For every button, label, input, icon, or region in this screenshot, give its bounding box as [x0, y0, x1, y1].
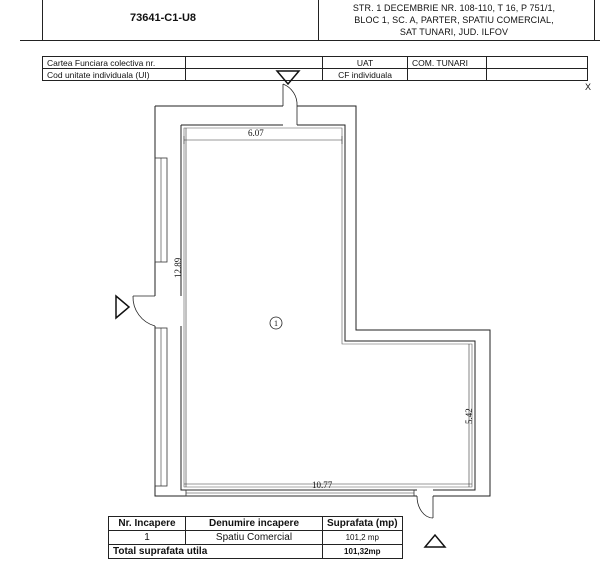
bottom-window	[186, 490, 414, 496]
address-line: BLOC 1, SC. A, PARTER, SPATIU COMERCIAL,	[354, 15, 554, 25]
room-area-cell: 101,2 mp	[323, 531, 403, 545]
entrance-arrow-left-icon	[116, 296, 129, 318]
dimension-right-height: 5.42	[464, 408, 474, 424]
cod-ui-label: Cod unitate individuala (UI)	[43, 69, 186, 81]
room-lining	[184, 128, 472, 487]
dimension-bottom-width: 10.77	[312, 480, 333, 490]
address-line: STR. 1 DECEMBRIE NR. 108-110, T 16, P 751/1,	[352, 3, 556, 13]
entrance-arrow-top-icon	[277, 71, 299, 84]
left-door	[133, 296, 155, 326]
column-header: Nr. Incapere	[109, 517, 186, 531]
cf-individuala-label: CF individuala	[323, 69, 408, 81]
inner-wall	[181, 125, 475, 490]
bottom-door	[417, 496, 433, 518]
cadastral-code: 73641-C1-U8	[130, 12, 197, 24]
carte-funciara-label: Cartea Funciara colectiva nr.	[43, 57, 186, 69]
room-name-cell: Spatiu Comercial	[186, 531, 323, 545]
address-line: SAT TUNARI, JUD. ILFOV	[399, 27, 509, 37]
table-header-row	[109, 517, 403, 531]
uat-value: COM. TUNARI	[408, 57, 487, 69]
dimension-top-width: 6.07	[248, 128, 264, 138]
room-nr-cell: 1	[109, 531, 186, 545]
column-header: Suprafata (mp)	[323, 517, 403, 531]
table-row	[109, 531, 403, 545]
left-window-lower	[155, 328, 167, 486]
top-door	[283, 84, 297, 125]
left-window-upper	[155, 158, 167, 262]
area-table	[108, 516, 403, 559]
uat-label: UAT	[323, 57, 408, 69]
total-value: 101,32mp	[323, 545, 403, 559]
room-number: 1	[274, 319, 278, 328]
total-label: Total suprafata utila	[109, 545, 323, 559]
entrance-arrow-bottom-icon	[425, 535, 445, 547]
dimension-left-height: 12.89	[173, 257, 183, 278]
corner-mark: X	[585, 82, 592, 92]
table-total-row	[109, 545, 403, 559]
outer-wall	[155, 106, 490, 496]
column-header: Denumire incapere	[186, 517, 323, 531]
